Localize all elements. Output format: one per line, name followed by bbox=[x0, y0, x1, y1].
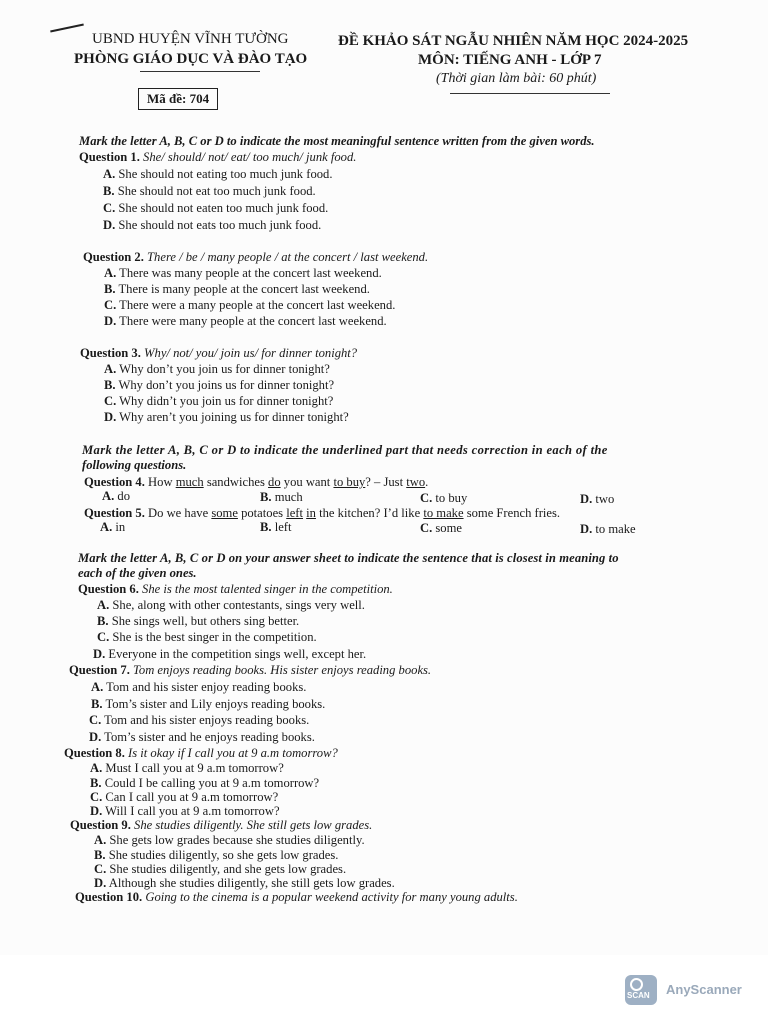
q1-option-c: C. She should not eaten too much junk food. bbox=[103, 201, 329, 215]
q8-option-a: A. Must I call you at 9 a.m tomorrow? bbox=[90, 761, 284, 775]
q8-option-c: C. Can I call you at 9 a.m tomorrow? bbox=[90, 790, 279, 804]
section3-instruction-line2: each of the given ones. bbox=[78, 566, 197, 580]
time-limit: (Thời gian làm bài: 60 phút) bbox=[436, 71, 597, 86]
question-3: Question 3. Why/ not/ you/ join us/ for dinner tonight? bbox=[80, 346, 358, 360]
q3-option-b: B. Why don’t you joins us for dinner tonight? bbox=[104, 378, 335, 392]
q3-option-a: A. Why don’t you join us for dinner tonight? bbox=[104, 362, 330, 376]
q5-option-a: A. in bbox=[100, 520, 126, 534]
q4-option-a: A. do bbox=[102, 489, 130, 503]
question-5: Question 5. Do we have some potatoes left in the kitchen? I’d like to make some French fries. bbox=[84, 506, 561, 520]
q7-option-b: B. Tom’s sister and Lily enjoys reading books. bbox=[91, 697, 326, 711]
scanner-logo-icon bbox=[625, 975, 657, 1005]
q9-option-b: B. She studies diligently, so she gets low grades. bbox=[94, 848, 339, 862]
section2-instruction-line2: following questions. bbox=[82, 458, 187, 472]
section3-instruction-line1: Mark the letter A, B, C or D on your answer sheet to indicate the sentence that is closest in meaning to bbox=[78, 551, 619, 565]
question-8: Question 8. Is it okay if I call you at 9 a.m tomorrow? bbox=[64, 746, 338, 760]
question-2: Question 2. There / be / many people / at the concert / last weekend. bbox=[83, 250, 429, 264]
q5-option-d: D. to make bbox=[580, 522, 636, 536]
q6-option-d: D. Everyone in the competition sings well, except her. bbox=[93, 647, 367, 661]
lens-icon bbox=[630, 978, 643, 991]
q2-option-b: B. There is many people at the concert last weekend. bbox=[104, 282, 370, 296]
q8-option-d: D. Will I call you at 9 a.m tomorrow? bbox=[90, 804, 280, 818]
q8-option-b: B. Could I be calling you at 9 a.m tomorrow? bbox=[90, 776, 320, 790]
q5-option-c: C. some bbox=[420, 521, 462, 535]
q5-option-b: B. left bbox=[260, 520, 292, 534]
department-name: PHÒNG GIÁO DỤC VÀ ĐÀO TẠO bbox=[74, 51, 308, 67]
q3-option-c: C. Why didn’t you join us for dinner tonight? bbox=[104, 394, 334, 408]
subject-title: MÔN: TIẾNG ANH - LỚP 7 bbox=[418, 52, 602, 68]
exam-title: ĐỀ KHẢO SÁT NGẪU NHIÊN NĂM HỌC 2024-2025 bbox=[338, 33, 689, 49]
q6-option-b: B. She sings well, but others sing better. bbox=[97, 614, 300, 628]
question-10: Question 10. Going to the cinema is a popular weekend activity for many young adults. bbox=[75, 890, 518, 904]
q1-option-b: B. She should not eat too much junk food. bbox=[103, 184, 316, 198]
header-right-rule bbox=[450, 93, 610, 94]
exam-code: Mã đề: 704 bbox=[138, 88, 218, 110]
q3-option-d: D. Why aren’t you joining us for dinner tonight? bbox=[104, 410, 349, 424]
q7-option-d: D. Tom’s sister and he enjoys reading books. bbox=[89, 730, 315, 744]
pen-mark bbox=[50, 23, 84, 32]
q2-option-a: A. There was many people at the concert last weekend. bbox=[104, 266, 382, 280]
question-9: Question 9. She studies diligently. She still gets low grades. bbox=[70, 818, 373, 832]
q1-option-a: A. She should not eating too much junk food. bbox=[103, 167, 333, 181]
q9-option-a: A. She gets low grades because she studies diligently. bbox=[94, 833, 365, 847]
q4-option-d: D. two bbox=[580, 492, 615, 506]
header-left-rule bbox=[140, 71, 260, 72]
scanner-app-name: AnyScanner bbox=[666, 982, 742, 997]
q9-option-d: D. Although she studies diligently, she still gets low grades. bbox=[94, 876, 395, 890]
section1-instruction: Mark the letter A, B, C or D to indicate the most meaningful sentence written from the given words. bbox=[79, 134, 595, 148]
scanner-logo-text: SCAN bbox=[627, 991, 650, 1000]
q2-option-d: D. There were many people at the concert last weekend. bbox=[104, 314, 387, 328]
district-name: UBND HUYỆN VĨNH TƯỜNG bbox=[92, 31, 289, 47]
section2-instruction-line1: Mark the letter A, B, C or D to indicate the underlined part that needs correction in each of the bbox=[82, 443, 608, 457]
q9-option-c: C. She studies diligently, and she gets low grades. bbox=[94, 862, 347, 876]
q4-option-c: C. to buy bbox=[420, 491, 468, 505]
q4-option-b: B. much bbox=[260, 490, 303, 504]
question-7: Question 7. Tom enjoys reading books. His sister enjoys reading books. bbox=[69, 663, 432, 677]
question-1: Question 1. She/ should/ not/ eat/ too much/ junk food. bbox=[79, 150, 357, 164]
q1-option-d: D. She should not eats too much junk food. bbox=[103, 218, 322, 232]
q7-option-a: A. Tom and his sister enjoy reading books. bbox=[91, 680, 307, 694]
q2-option-c: C. There were a many people at the concert last weekend. bbox=[104, 298, 396, 312]
question-6: Question 6. She is the most talented singer in the competition. bbox=[78, 582, 393, 596]
question-4: Question 4. How much sandwiches do you want to buy? – Just two. bbox=[84, 475, 429, 489]
q6-option-c: C. She is the best singer in the competition. bbox=[97, 630, 317, 644]
q6-option-a: A. She, along with other contestants, sings very well. bbox=[97, 598, 365, 612]
q7-option-c: C. Tom and his sister enjoys reading books. bbox=[89, 713, 310, 727]
